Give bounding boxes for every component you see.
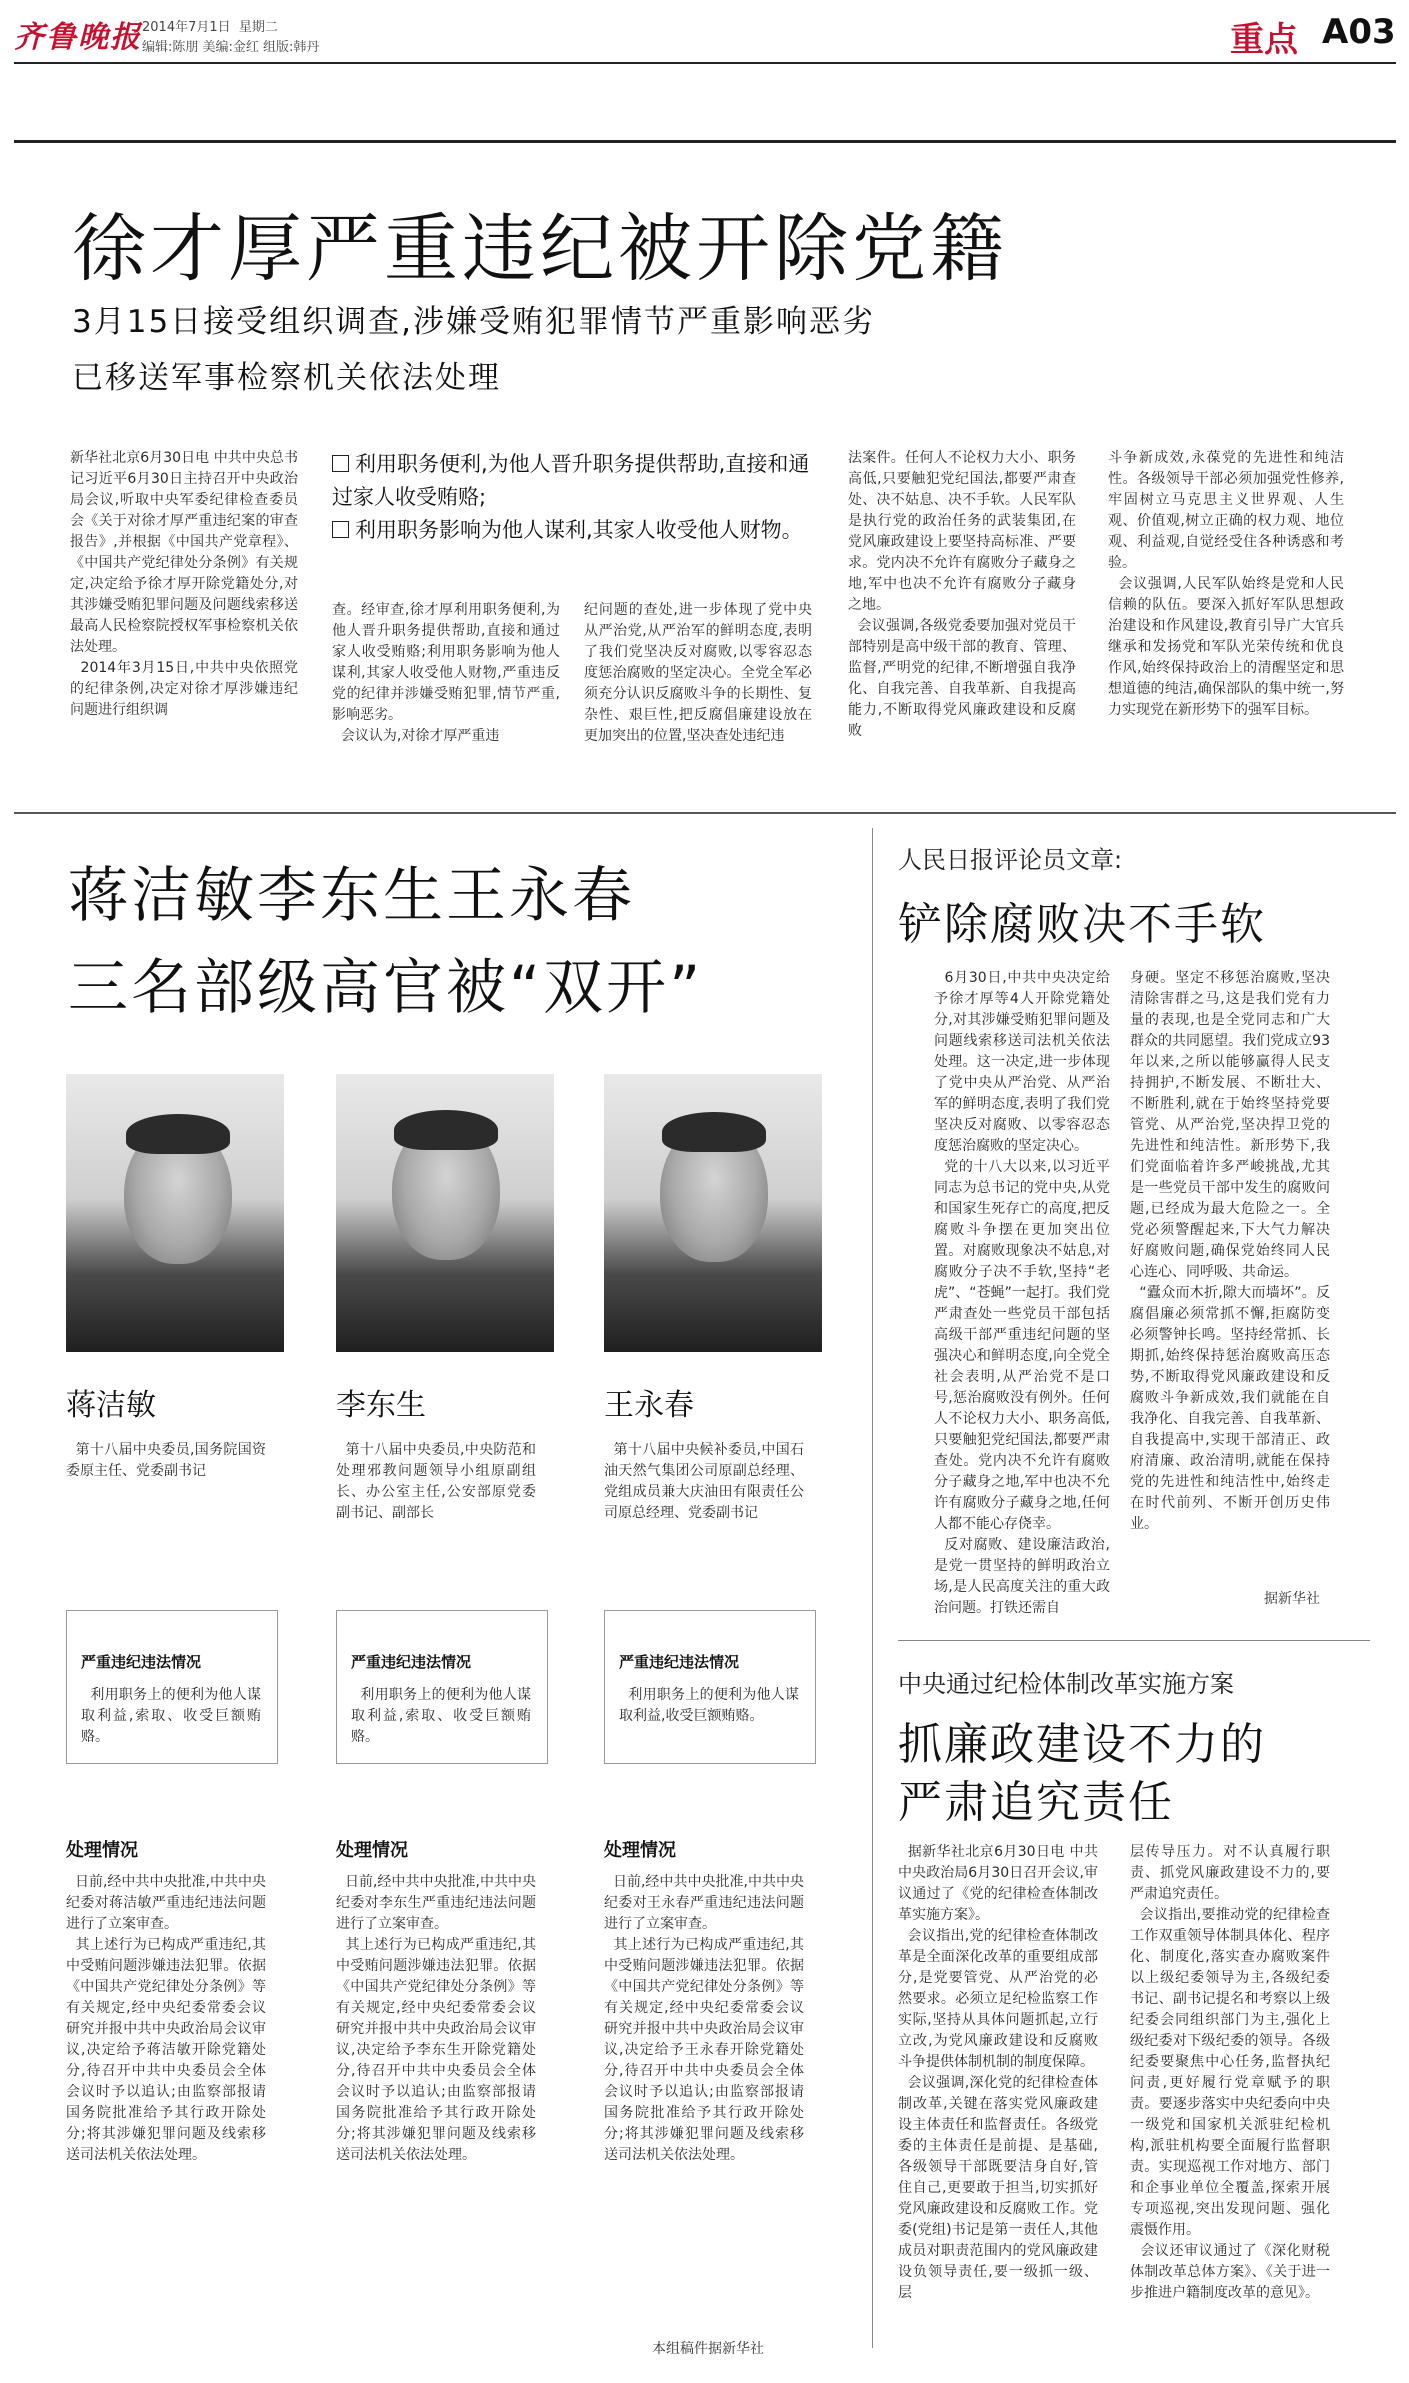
lead-column-2: 查。经审查,徐才厚利用职务便利,为他人晋升职务提供帮助,直接和通过家人收受贿赂;利用职务影响为他人谋利,其家人收受他人财物,严重违反党的纪律并涉嫌受贿犯罪,情节严重,影响恶劣。 会议认为,对徐才厚严重违 (332, 602, 560, 744)
commentary-column-1: 6月30日,中共中央决定给予徐才厚等4人开除党籍处分,对其涉嫌受贿犯罪问题及问题线索移送司法机关依法处理。这一决定,进一步体现了党中央从严治党、从严治军的鲜明态度,表明了我们党坚决反对腐败、以零容忍态度惩治腐败的坚定决心。 党的十八大以来,以习近平同志为总书记的党中央,从党和国家生死存亡的高度,把反腐败斗争摆在更加突出位置。对腐败现象决不姑息,对腐败分子决不手软,坚持“老虎”、“苍蝇”一起打。我们党严肃查处一些党员干部包括高级干部严重违纪问题的坚强决心和鲜明态度,向全党全社会表明,从严治党不是口号,惩治腐败没有例外。任何人不论权力大小、职务高低,只要触犯党纪国法,都要严肃查处。党内决不允许有腐败分子藏身之地,军中也决不允许有腐败分子藏身之地,任何人都不能心存侥幸。 反对腐败、建设廉洁政治,是党一贯坚持的鲜明政治立场,是人民高度关注的重大政治问题。打铁还需自 (934, 970, 1111, 1616)
commentary-credit: 据新华社 (1264, 1591, 1320, 1607)
photo-li-dongsheng (336, 1074, 554, 1352)
lead-column-5: 斗争新成效,永葆党的先进性和纯洁性。各级领导干部必须加强党性修养,牢固树立马克思主义世界观、人生观、价值观,树立正确的权力观、地位观、利益观,自觉经受住各种诱惑和考验。 会议强调,人民军队始终是党和人民信赖的队伍。要深入抓好军队思想政治建设和作风建设,教育引导广大官兵继承和发扬党和军队光荣传统和优良作风,始终保持政治上的清醒坚定和思想道德的纯洁,确保部队的集中统一,努力实现党在新形势下的强军目标。 (1108, 450, 1344, 718)
issue-date: 2014年7月1日 (142, 20, 231, 35)
violation-text: 利用职务上的便利为他人谋取利益,索取、收受巨额贿赂。 (81, 1687, 262, 1745)
reform-column-1: 据新华社北京6月30日电 中共中央政治局6月30日召开会议,审议通过了《党的纪律检查体制改革实施方案》。 会议指出,党的纪律检查体制改革是全面深化改革的重要组成部分,是党要管党、从严治党的必然要求。必须立足纪检监察工作实际,坚持从具体问题抓起,立行立改,为党风廉政建设和反腐败斗争提供体制机制的制度保障。 会议强调,深化党的纪律检查体制改革,关键在落实党风廉政建设主体责任和监督责任。各级党委的主体责任是前提、是基础,各级领导干部既要洁身自好,管住自己,更要敢于担当,切实抓好党风廉政建设和反腐败工作。党委(党组)书记是第一责任人,其他成员对职责范围内的党风廉政建设负领导责任,要一级抓一级、层 (898, 1844, 1099, 2301)
lead-highlight-2 (332, 514, 812, 547)
commentary-headline: 铲除腐败决不手软 (898, 899, 1266, 950)
section2-headline-1: 蒋洁敏李东生王永春 (68, 861, 635, 931)
reform-headline-2: 严肃追究责任 (898, 1777, 1174, 1828)
violation-text: 利用职务上的便利为他人谋取利益,收受巨额贿赂。 (619, 1687, 800, 1724)
commentary-bottom-rule (898, 1640, 1370, 1641)
process-text: 日前,经中共中央批准,中共中央纪委对李东生严重违纪违法问题进行了立案审查。 其上述行为已构成严重违纪,其中受贿问题涉嫌违法犯罪。依据《中国共产党纪律处分条例》等有关规定,经中央纪委常委会议研究并报中共中央政治局会议审议,决定给予李东生开除党籍处分,待召开中共中央委员会全体会议时予以追认;由监察部报请国务院批准给予其行政开除处分;将其涉嫌犯罪问题及线索移送司法机关依法处理。 (336, 1874, 537, 2163)
page-number: A03 (1322, 12, 1396, 52)
violation-box-title: 严重违纪违法情况 (619, 1653, 740, 1671)
lead-column-1: 新华社北京6月30日电 中共中央总书记习近平6月30日主持召开中央政治局会议,听取中央军委纪律检查委员会《关于对徐才厚严重违纪案的审查报告》,并根据《中国共产党章程》、《中国共产党纪律处分条例》有关规定,决定给予徐才厚开除党籍处分,对其涉嫌受贿犯罪问题及问题线索移送最高人民检察院授权军事检察机关依法处理。 2014年3月15日,中共中央依照党的纪律条例,决定对徐才厚涉嫌违纪问题进行组织调 (70, 450, 298, 718)
person-bio: 第十八届中央委员,中央防范和处理邪教问题领导小组原副组长、办公室主任,公安部原党委副书记、副部长 (336, 1442, 537, 1521)
reform-kicker: 中央通过纪检体制改革实施方案 (898, 1670, 1234, 1698)
person-bio: 第十八届中央候补委员,中国石油天然气集团公司原副总经理、党组成员兼大庆油田有限责任公司原总经理、党委副书记 (604, 1442, 805, 1521)
photo-jiang-jiemin (66, 1074, 284, 1352)
process-text: 日前,经中共中央批准,中共中央纪委对蒋洁敏严重违纪违法问题进行了立案审查。 其上述行为已构成严重违纪,其中受贿问题涉嫌违法犯罪。依据《中国共产党纪律处分条例》等有关规定,经中央纪委常委会议研究并报中共中央政治局会议审议,决定给予蒋洁敏开除党籍处分,待召开中共中央委员会全体会议时予以追认;由监察部报请国务院批准给予其行政开除处分;将其涉嫌犯罪问题及线索移送司法机关依法处理。 (66, 1874, 267, 2163)
checkbox-icon (332, 521, 349, 538)
photo-wang-yongchun (604, 1074, 822, 1352)
violation-text: 利用职务上的便利为他人谋取利益,索取、收受巨额贿赂。 (351, 1687, 532, 1745)
commentary-kicker: 人民日报评论员文章: (898, 846, 1123, 874)
process-title: 处理情况 (604, 1840, 676, 1861)
process-text: 日前,经中共中央批准,中共中央纪委对王永春严重违纪违法问题进行了立案审查。 其上述行为已构成严重违纪,其中受贿问题涉嫌违法犯罪。依据《中国共产党纪律处分条例》等有关规定,经中央纪委常委会议研究并报中共中央政治局会议审议,决定给予王永春开除党籍处分,待召开中共中央委员会全体会议时予以追认;由监察部报请国务院批准给予其行政开除处分;将其涉嫌犯罪问题及线索移送司法机关依法处理。 (604, 1874, 805, 2163)
issue-weekday: 星期二 (238, 20, 278, 35)
header-rule (14, 62, 1396, 64)
violation-box (604, 1610, 816, 1764)
checkbox-icon (332, 455, 349, 472)
lead-highlight-2-text: 利用职务影响为他人谋利,其家人收受他人财物。 (355, 518, 803, 542)
violation-box (336, 1610, 548, 1764)
lead-column-4: 法案件。任何人不论权力大小、职务高低,只要触犯党纪国法,都要严肃查处、决不姑息、决不手软。人民军队是执行党的政治任务的武装集团,在党风廉政建设上要坚持高标准、严要求。党内决不允许有腐败分子藏身之地,军中也决不允许有腐败分子藏身之地。 会议强调,各级党委要加强对党员干部特别是高中级干部的教育、管理、监督,严明党的纪律,不断增强自我净化、自我完善、自我革新、自我提高能力,不断取得党风廉政建设和反腐败 (848, 450, 1076, 739)
reform-column-2: 层传导压力。对不认真履行职责、抓党风廉政建设不力的,要严肃追究责任。 会议指出,要推动党的纪律检查工作双重领导体制具体化、程序化、制度化,落实查办腐败案件以上级纪委领导为主,各级纪委书记、副书记提名和考察以上级纪委会同组织部门为主,强化上级纪委对下级纪委的领导。各级纪委要聚焦中心任务,监督执纪问责,更好履行党章赋予的职责。要逐步落实中央纪委向中央一级党和国家机关派驻纪检机构,派驻机构要全面履行监督职责。实现巡视工作对地方、部门和企事业单位全覆盖,探索开展专项巡视,突出发现问题、强化震慑作用。 会议还审议通过了《深化财税体制改革总体方案》、《关于进一步推进户籍制度改革的意见》。 (1130, 1844, 1331, 2301)
violation-box-title: 严重违纪违法情况 (81, 1653, 202, 1671)
section-label: 重点 (1230, 20, 1298, 60)
reform-headline-1: 抓廉政建设不力的 (898, 1719, 1266, 1770)
lead-subtitle-1: 3月15日接受组织调查,涉嫌受贿犯罪情节严重影响恶劣 (72, 304, 876, 340)
lead-top-rule (14, 140, 1396, 143)
person-name: 王永春 (604, 1388, 694, 1423)
section2-headline-2: 三名部级高官被“双开” (68, 953, 704, 1023)
commentary-column-2: 身硬。坚定不移惩治腐败,坚决清除害群之马,这是我们党有力量的表现,也是全党同志和广大群众的共同愿望。我们党成立93年以来,之所以能够赢得人民支持拥护,不断发展、不断壮大、不断胜利,就在于始终坚持党要管党、从严治党,坚决捍卫党的先进性和纯洁性。新形势下,我们党面临着许多严峻挑战,尤其是一些党员干部中发生的腐败问题,已经成为最大危险之一。全党必须警醒起来,下大气力解决好腐败问题,确保党始终同人民心连心、同呼吸、共命运。 “蠹众而木折,隙大而墙坏”。反腐倡廉必须常抓不懈,拒腐防变必须警钟长鸣。坚持经常抓、长期抓,始终保持惩治腐败高压态势,不断取得党风廉政建设和反腐败斗争新成效,我们就能在自我净化、自我完善、自我革新、自我提高中,实现干部清正、政府清廉、政治清明,就能在保持党的先进性和纯洁性中,始终走在时代前列、不断开创历史伟业。 (1130, 970, 1330, 1532)
lead-highlight-1-text: 利用职务便利,为他人晋升职务提供帮助,直接和通过家人收受贿赂; (332, 452, 810, 509)
lead-highlight-box (332, 448, 812, 547)
editors-line: 编辑:陈朋 美编:金红 组版:韩丹 (142, 40, 320, 55)
violation-box (66, 1610, 278, 1764)
column-divider (872, 828, 873, 2348)
lead-subtitle-2: 已移送军事检察机关依法处理 (72, 360, 501, 396)
person-name: 李东生 (336, 1388, 426, 1423)
person-bio: 第十八届中央委员,国务院国资委原主任、党委副书记 (66, 1442, 267, 1479)
lead-highlight-1 (332, 448, 812, 514)
lead-bottom-rule (14, 812, 1396, 814)
lead-column-3: 纪问题的查处,进一步体现了党中央从严治党,从严治军的鲜明态度,表明了我们党坚决反对腐败,以零容忍态度惩治腐败的坚定决心。全党全军必须充分认识反腐败斗争的长期性、复杂性、艰巨性,把反腐倡廉建设放在更加突出的位置,坚决查处违纪违 (584, 602, 812, 744)
process-title: 处理情况 (336, 1840, 408, 1861)
lead-headline: 徐才厚严重违纪被开除党籍 (72, 206, 1008, 292)
issue-date-line (142, 16, 278, 35)
person-name: 蒋洁敏 (66, 1388, 156, 1423)
violation-box-title: 严重违纪违法情况 (351, 1653, 472, 1671)
process-title: 处理情况 (66, 1840, 138, 1861)
newspaper-logo: 齐鲁晚报 (14, 20, 142, 55)
section2-credit: 本组稿件据新华社 (652, 2341, 764, 2357)
